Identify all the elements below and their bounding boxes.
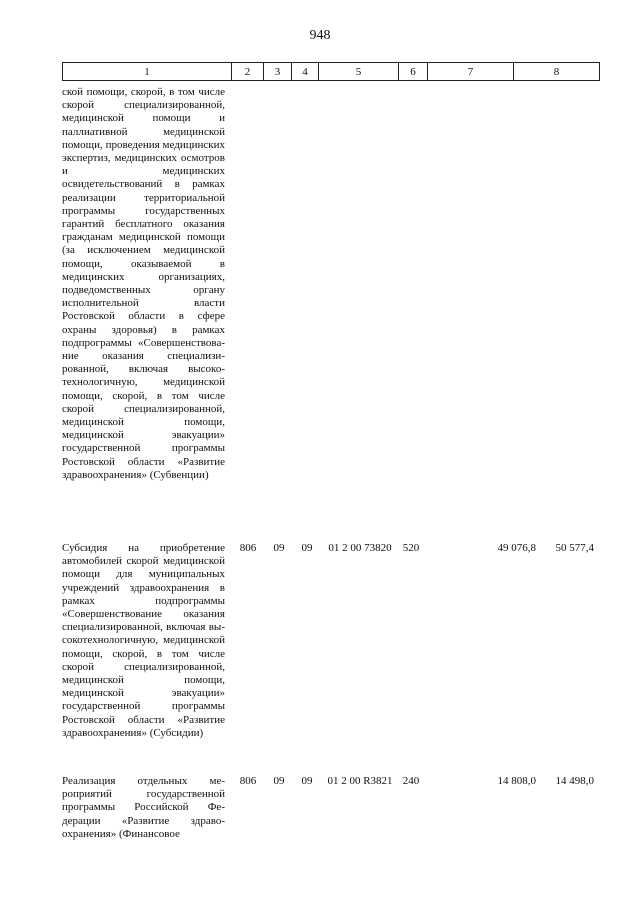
expense-type-code: 520 [402,542,420,554]
header-col-1: 1 [63,63,232,81]
subsection-code: 09 [301,542,313,554]
header-row [63,63,600,81]
amount-year-1: 14 808,0 [497,775,536,787]
continuation-text: ской помощи, скорой, в том числе скорой специализированной, медицинской помощи и паллиативной медицинской помощи, проведения медицинских экспертиз, медицинских осмотров и медицинских освидетельствований в рамках реализации территориальной программы государственных гарантий бесплатного оказания гражданам медицинской помощи (за исключением медицинской помощи, оказываемой в медицинских организациях, подведомственных органу исполнительной власти Ростовской области в сфере охраны здоровья) в рамках подпрограммы «Совершенствование оказания специализированной, включая высокотехнологичную, медицинской помощи, скорой, в том числе скорой специализированной, медицинской помощи, медицинской эвакуации» государственной программы Ростовской области «Развитие здравоохранения» (Субвенции) [62,86,225,481]
header-col-3: 3 [264,63,292,81]
header-col-6: 6 [399,63,428,81]
header-col-8: 8 [514,63,600,81]
ministry-code: 806 [239,775,257,787]
header-col-5: 5 [319,63,399,81]
header-col-2: 2 [232,63,264,81]
amount-year-2: 14 498,0 [555,775,594,787]
column-header-table [62,62,600,81]
section-code: 09 [273,775,285,787]
amount-year-1: 49 076,8 [497,542,536,554]
subsection-code: 09 [301,775,313,787]
row-description: Реализация отдельных мероприятий государственной программы Российской Федерации «Развитие здравоохранения» (Финансовое [62,775,225,840]
page-number: 948 [309,28,331,43]
expense-type-code: 240 [402,775,420,787]
target-article-code: 01 2 00 73820 [328,542,392,554]
amount-year-2: 50 577,4 [555,542,594,554]
header-col-4: 4 [292,63,319,81]
section-code: 09 [273,542,285,554]
header-col-7: 7 [428,63,514,81]
row-description: Субсидия на приобретение автомобилей скорой медицинской помощи для муниципальных учреждений здравоохранения в рамках подпрограммы «Совершенствование оказания специализированной, включая высокотехнологичную, медицинской помощи, скорой, в том числе скорой специализированной, медицинской помощи, медицинской эвакуации» государственной программы Ростовской области «Развитие здравоохранения» (Субсидии) [62,542,225,739]
ministry-code: 806 [239,542,257,554]
target-article-code: 01 2 00 R3821 [327,775,393,787]
